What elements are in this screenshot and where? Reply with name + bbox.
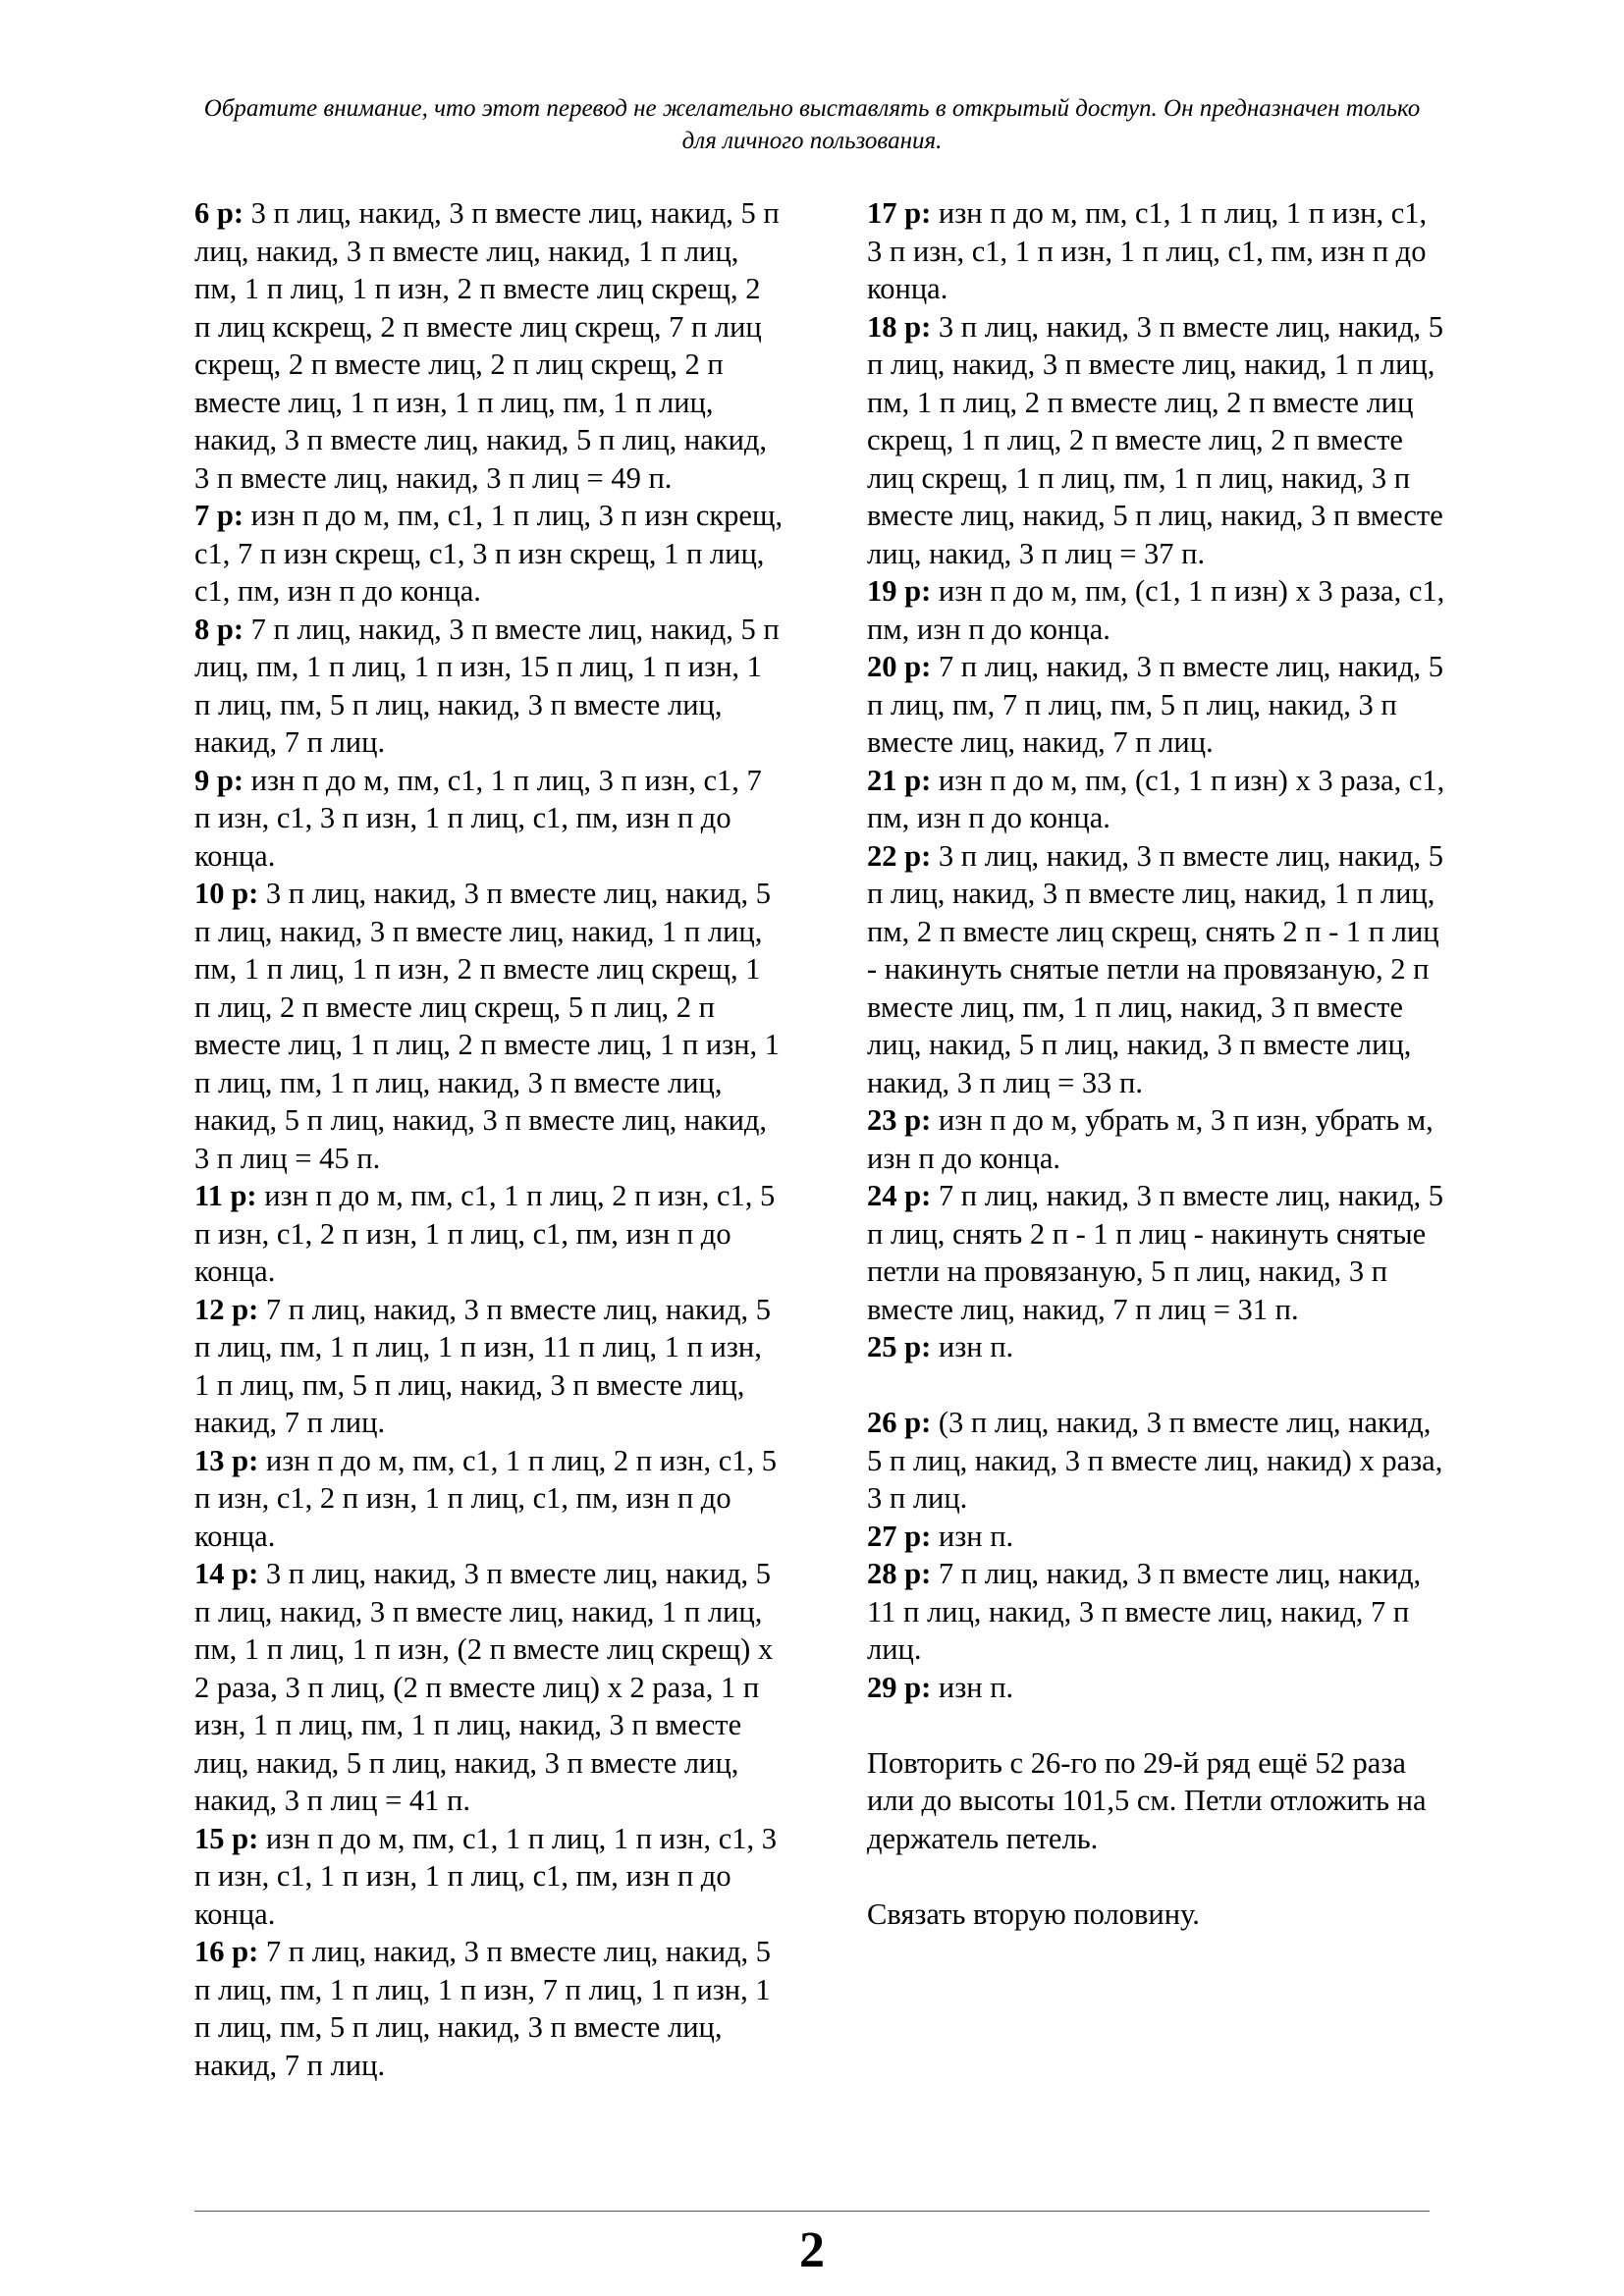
row-text: изн п до м, пм, с1, 1 п лиц, 1 п изн, с1, 3 п изн, с1, 1 п изн, 1 п лиц, с1, пм, изн п до конца. bbox=[194, 1821, 777, 1931]
row-20 bbox=[867, 648, 1446, 762]
row-24 bbox=[867, 1177, 1446, 1328]
row-text: 7 п лиц, накид, 3 п вместе лиц, накид, 5 п лиц, пм, 7 п лиц, пм, 5 п лиц, накид, 3 п вместе лиц, накид, 7 п лиц. bbox=[867, 650, 1444, 759]
row-6 bbox=[194, 194, 784, 497]
row-text: 3 п лиц, накид, 3 п вместе лиц, накид, 5 п лиц, накид, 3 п вместе лиц, накид, 1 п лиц, пм, 1 п лиц, 1 п изн, (2 п вместе лиц скрещ) х 2 раза, 3 п лиц, (2 п вместе лиц) х 2 раза, 1 п изн, 1 п лиц, пм, 1 п лиц, накид, 3 п вместе лиц, накид, 5 п лиц, накид, 3 п вместе лиц, накид, 3 п лиц = 41 п. bbox=[194, 1557, 774, 1817]
spacer bbox=[867, 1706, 1446, 1744]
row-label: 8 р: bbox=[194, 612, 244, 646]
row-label: 18 р: bbox=[867, 309, 932, 344]
row-22 bbox=[867, 837, 1446, 1102]
row-15 bbox=[194, 1820, 784, 1934]
row-25 bbox=[867, 1328, 1446, 1366]
row-text: 7 п лиц, накид, 3 п вместе лиц, накид, 5 п лиц, пм, 1 п лиц, 1 п изн, 11 п лиц, 1 п изн, 1 п лиц, пм, 5 п лиц, накид, 3 п вместе лиц, накид, 7 п лиц. bbox=[194, 1292, 772, 1439]
row-18 bbox=[867, 308, 1446, 573]
row-29 bbox=[867, 1669, 1446, 1707]
row-label: 13 р: bbox=[194, 1443, 259, 1477]
spacer bbox=[867, 1366, 1446, 1405]
row-9 bbox=[194, 762, 784, 876]
row-label: 26 р: bbox=[867, 1406, 932, 1439]
row-7 bbox=[194, 497, 784, 611]
row-label: 23 р: bbox=[867, 1103, 932, 1137]
row-28 bbox=[867, 1555, 1446, 1669]
row-10 bbox=[194, 875, 784, 1177]
row-label: 19 р: bbox=[867, 574, 932, 608]
row-text: изн п до м, пм, (с1, 1 п изн) х 3 раза, с1, пм, изн п до конца. bbox=[867, 763, 1445, 834]
row-text: изн п до м, пм, с1, 1 п лиц, 1 п изн, с1, 3 п изн, с1, 1 п изн, 1 п лиц, с1, пм, изн п до конца. bbox=[867, 196, 1428, 305]
row-label: 10 р: bbox=[194, 877, 259, 910]
left-column bbox=[194, 194, 784, 2084]
row-label: 17 р: bbox=[867, 196, 932, 230]
row-16 bbox=[194, 1933, 784, 2084]
row-label: 29 р: bbox=[867, 1670, 932, 1704]
row-14 bbox=[194, 1555, 784, 1820]
row-label: 11 р: bbox=[194, 1179, 257, 1212]
row-label: 6 р: bbox=[194, 196, 244, 230]
row-text: изн п до м, пм, (с1, 1 п изн) х 3 раза, с1, пм, изн п до конца. bbox=[867, 574, 1445, 646]
row-26 bbox=[867, 1404, 1446, 1518]
row-label: 27 р: bbox=[867, 1519, 932, 1553]
page-number: 2 bbox=[799, 2222, 825, 2278]
second-half-instruction: Связать вторую половину. bbox=[867, 1896, 1200, 1931]
row-text: 3 п лиц, накид, 3 п вместе лиц, накид, 5 п лиц, накид, 3 п вместе лиц, накид, 1 п лиц, пм, 2 п вместе лиц скрещ, снять 2 п - 1 п лиц - накинуть снятые петли на провязаную, 2 п вместе лиц, пм, 1 п лиц, накид, 3 п вместе лиц, накид, 5 п лиц, накид, 3 п вместе лиц, накид, 3 п лиц = 33 п. bbox=[867, 838, 1444, 1099]
row-text: изн п до м, пм, с1, 1 п лиц, 3 п изн, с1, 7 п изн, с1, 3 п изн, 1 п лиц, с1, пм, изн п до конца. bbox=[194, 763, 762, 873]
row-text: 7 п лиц, накид, 3 п вместе лиц, накид, 5 п лиц, снять 2 п - 1 п лиц - накинуть снятые петли на провязаную, 5 п лиц, накид, 3 п вместе лиц, накид, 7 п лиц = 31 п. bbox=[867, 1179, 1444, 1326]
row-text: изн п до м, пм, с1, 1 п лиц, 3 п изн скрещ, с1, 7 п изн скрещ, с1, 3 п изн скрещ, 1 п лиц, с1, пм, изн п до конца. bbox=[194, 499, 784, 608]
row-13 bbox=[194, 1442, 784, 1556]
row-text: 7 п лиц, накид, 3 п вместе лиц, накид, 5 п лиц, пм, 1 п лиц, 1 п изн, 15 п лиц, 1 п изн, 1 п лиц, пм, 5 п лиц, накид, 3 п вместе лиц, накид, 7 п лиц. bbox=[194, 612, 780, 759]
row-text: (3 п лиц, накид, 3 п вместе лиц, накид, 5 п лиц, накид, 3 п вместе лиц, накид) х раза, 3 п лиц. bbox=[867, 1406, 1443, 1515]
row-12 bbox=[194, 1291, 784, 1442]
row-label: 25 р: bbox=[867, 1330, 932, 1363]
row-label: 7 р: bbox=[194, 499, 244, 532]
row-11 bbox=[194, 1177, 784, 1291]
row-label: 14 р: bbox=[194, 1557, 259, 1590]
row-21 bbox=[867, 762, 1446, 837]
row-text: 3 п лиц, накид, 3 п вместе лиц, накид, 5 п лиц, накид, 3 п вместе лиц, накид, 1 п лиц, пм, 1 п лиц, 1 п изн, 2 п вместе лиц скрещ, 1 п лиц, 2 п вместе лиц скрещ, 5 п лиц, 2 п вместе лиц, 1 п лиц, 2 п вместе лиц, 1 п изн, 1 п лиц, пм, 1 п лиц, накид, 3 п вместе лиц, накид, 5 п лиц, накид, 3 п вместе лиц, накид, 3 п лиц = 45 п. bbox=[194, 877, 781, 1175]
row-text: изн п. bbox=[931, 1330, 1014, 1363]
row-text: изн п. bbox=[931, 1519, 1014, 1553]
row-text: изн п. bbox=[931, 1670, 1014, 1704]
row-text: 7 п лиц, накид, 3 п вместе лиц, накид, 11 п лиц, накид, 3 п вместе лиц, накид, 7 п лиц. bbox=[867, 1557, 1422, 1666]
row-text: 3 п лиц, накид, 3 п вместе лиц, накид, 5 п лиц, накид, 3 п вместе лиц, накид, 1 п лиц, пм, 1 п лиц, 1 п изн, 2 п вместе лиц скрещ, 2 п лиц кскрещ, 2 п вместе лиц скрещ, 7 п лиц скрещ, 2 п вместе лиц, 2 п лиц скрещ, 2 п вместе лиц, 1 п изн, 1 п лиц, пм, 1 п лиц, накид, 3 п вместе лиц, накид, 5 п лиц, накид, 3 п вместе лиц, накид, 3 п лиц = 49 п. bbox=[194, 196, 780, 495]
spacer bbox=[867, 1857, 1446, 1896]
row-17 bbox=[867, 194, 1446, 308]
row-text: изн п до м, пм, с1, 1 п лиц, 2 п изн, с1, 5 п изн, с1, 2 п изн, 1 п лиц, с1, пм, изн п до конца. bbox=[194, 1179, 776, 1288]
footer-divider bbox=[194, 2211, 1430, 2212]
row-label: 24 р: bbox=[867, 1179, 932, 1212]
row-27 bbox=[867, 1518, 1446, 1556]
row-label: 22 р: bbox=[867, 838, 932, 873]
row-label: 28 р: bbox=[867, 1557, 932, 1590]
row-text: изн п до м, убрать м, 3 п изн, убрать м, изн п до конца. bbox=[867, 1103, 1434, 1175]
row-label: 16 р: bbox=[194, 1935, 259, 1968]
repeat-instruction: Повторить с 26-го по 29-й ряд ещё 52 раза или до высоты 101,5 см. Петли отложить на держатель петель. bbox=[867, 1745, 1427, 1855]
row-text: изн п до м, пм, с1, 1 п лиц, 2 п изн, с1, 5 п изн, с1, 2 п изн, 1 п лиц, с1, пм, изн п до конца. bbox=[194, 1443, 777, 1553]
row-label: 21 р: bbox=[867, 763, 932, 797]
row-label: 15 р: bbox=[194, 1821, 259, 1855]
row-label: 9 р: bbox=[194, 763, 244, 797]
row-label: 12 р: bbox=[194, 1292, 259, 1326]
row-text: 3 п лиц, накид, 3 п вместе лиц, накид, 5 п лиц, накид, 3 п вместе лиц, накид, 1 п лиц, пм, 1 п лиц, 2 п вместе лиц, 2 п вместе лиц скрещ, 1 п лиц, 2 п вместе лиц, 2 п вместе лиц скрещ, 1 п лиц, пм, 1 п лиц, накид, 3 п вместе лиц, накид, 5 п лиц, накид, 3 п вместе лиц, накид, 3 п лиц = 37 п. bbox=[867, 309, 1444, 570]
right-column bbox=[867, 194, 1446, 1933]
row-19 bbox=[867, 572, 1446, 648]
row-text: 7 п лиц, накид, 3 п вместе лиц, накид, 5 п лиц, пм, 1 п лиц, 1 п изн, 7 п лиц, 1 п изн, 1 п лиц, пм, 5 п лиц, накид, 3 п вместе лиц, накид, 7 п лиц. bbox=[194, 1935, 772, 2082]
row-8 bbox=[194, 611, 784, 762]
notice-header: Обратите внимание, что этот перевод не желательно выставлять в открытый доступ. Он предназначен только для личного пользования. bbox=[203, 95, 1421, 154]
row-label: 20 р: bbox=[867, 650, 932, 683]
row-23 bbox=[867, 1101, 1446, 1177]
